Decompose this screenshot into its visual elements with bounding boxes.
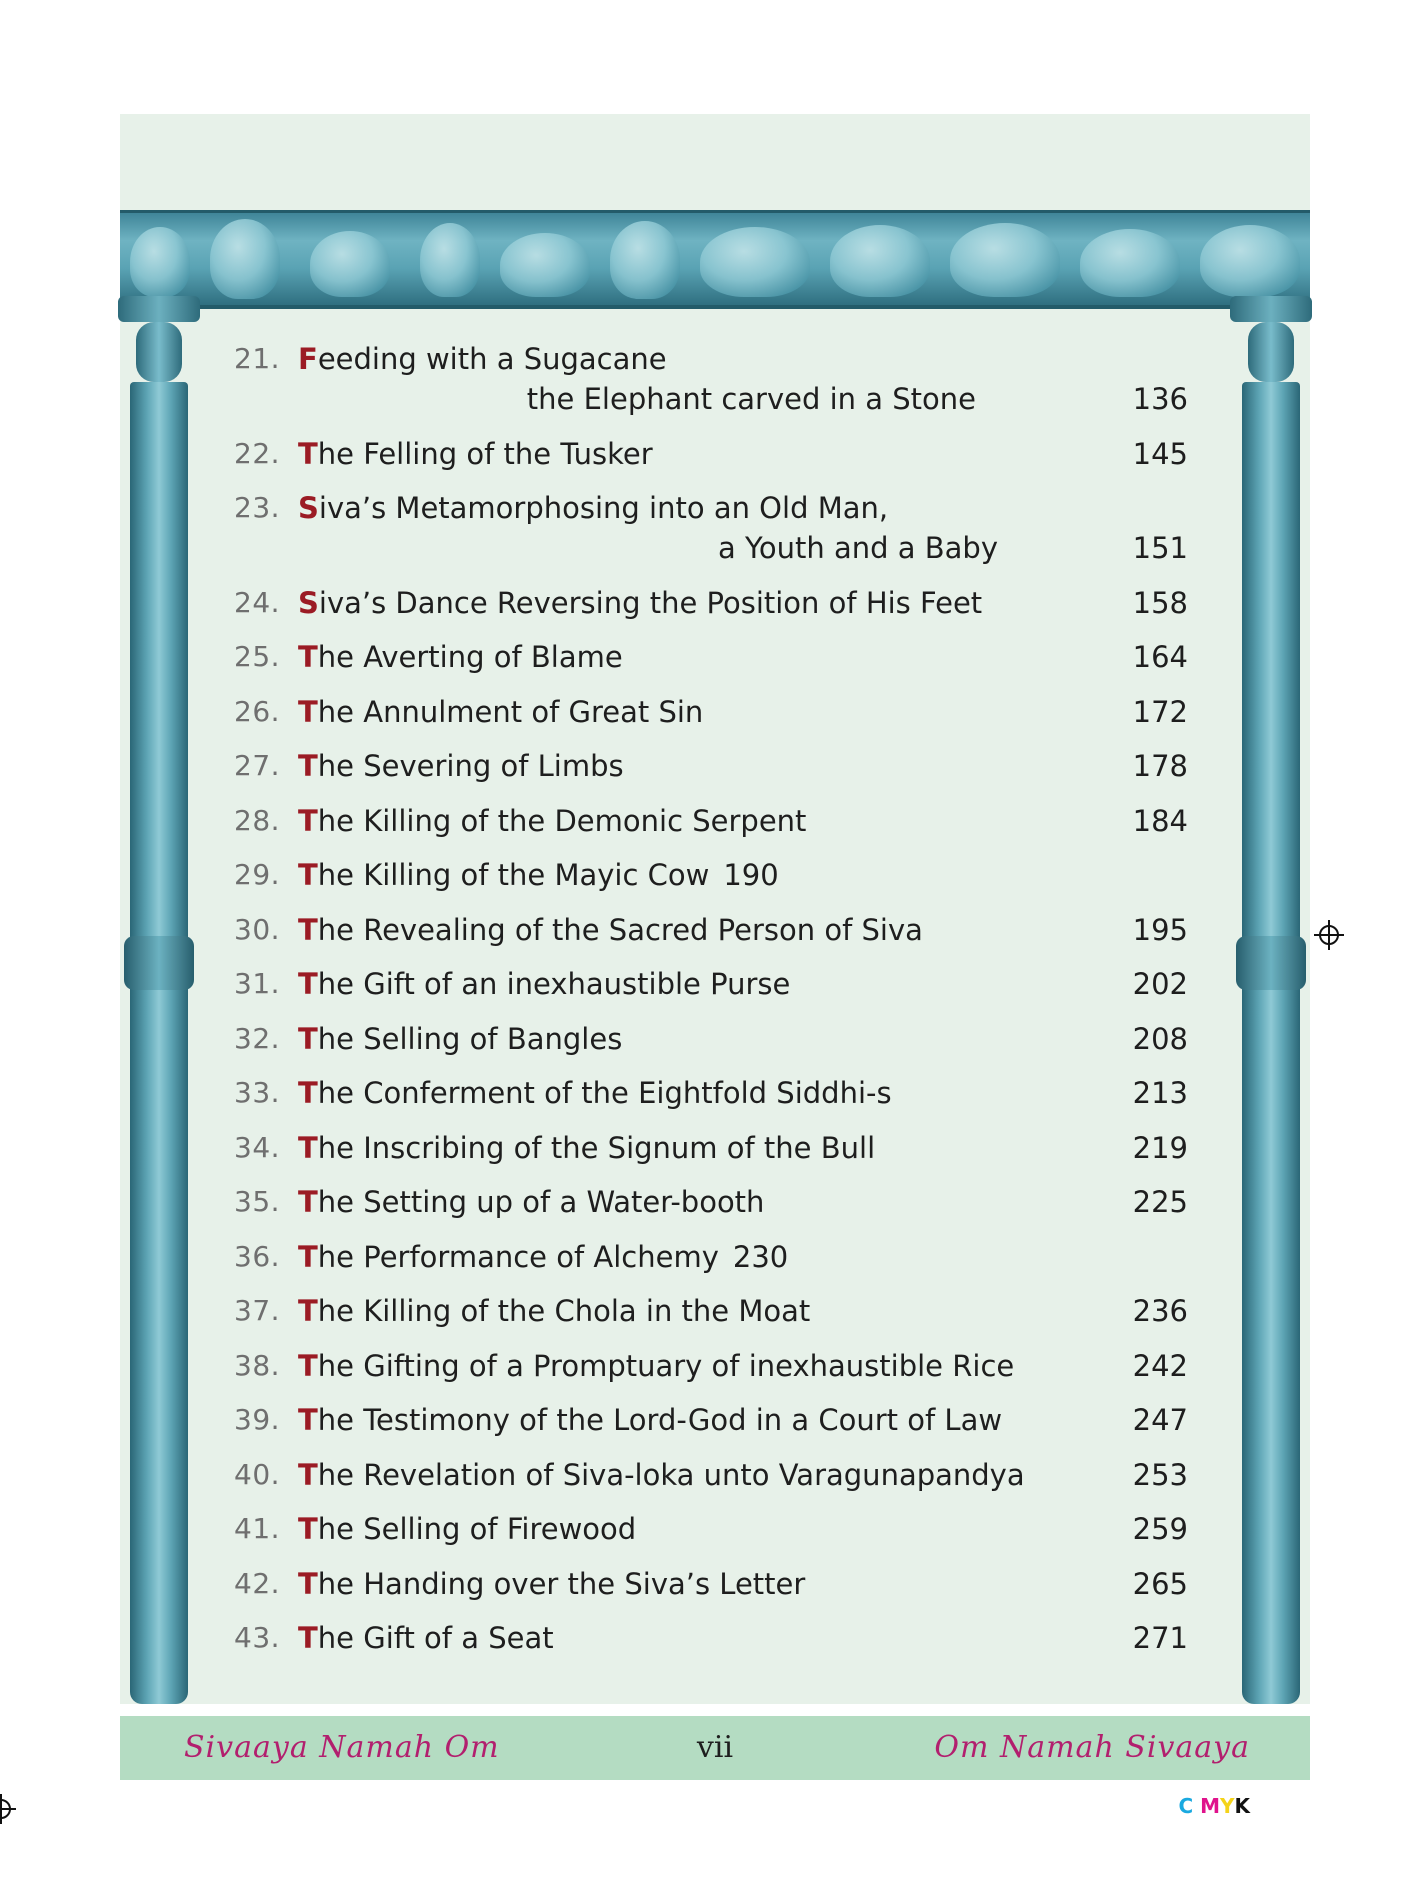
entry-initial: F — [298, 342, 318, 376]
entry-page: 230 — [732, 1239, 789, 1274]
entry-title — [298, 342, 667, 376]
entry-title-rest: iva’s Metamorphosing into an Old Man, — [318, 491, 889, 525]
entry-title — [298, 437, 653, 471]
entry-page: 145 — [1132, 436, 1188, 471]
entry-title — [298, 967, 790, 1001]
entry-title — [298, 1131, 875, 1165]
entry-number: 27. — [234, 749, 281, 782]
entry-initial: T — [298, 1566, 318, 1601]
entry-initial: T — [298, 1130, 318, 1165]
entry-page: 242 — [1132, 1348, 1188, 1383]
entry-title — [298, 640, 623, 674]
entry-number: 30. — [234, 912, 281, 946]
entry-initial: T — [298, 1239, 318, 1274]
entry-page: 259 — [1132, 1512, 1188, 1546]
entry-page: 219 — [1132, 1130, 1188, 1165]
entry-number: 32. — [234, 1021, 281, 1055]
entry-title — [298, 1621, 554, 1655]
entry-title — [298, 1022, 622, 1056]
entry-page: 213 — [1132, 1076, 1188, 1110]
entry-title — [298, 1567, 805, 1601]
entry-number: 34. — [234, 1130, 281, 1164]
entry-page: 265 — [1132, 1566, 1188, 1601]
entry-title-rest: he Killing of the Demonic Serpent — [317, 803, 807, 838]
entry-initial: T — [298, 967, 318, 1001]
entry-title — [298, 491, 888, 525]
entry-title-rest: he Selling of Bangles — [317, 1021, 623, 1056]
entry-page: 202 — [1132, 967, 1188, 1001]
entry-title — [298, 1349, 1014, 1383]
entry-number: 36. — [234, 1239, 281, 1273]
entry-title — [298, 1294, 810, 1328]
entry-title-continued: a Youth and a Baby — [718, 531, 998, 565]
entry-initial: S — [298, 491, 319, 525]
entry-title-rest: eeding with a Sugacane — [317, 342, 667, 376]
entry-title-continued: the Elephant carved in a Stone — [526, 382, 976, 416]
entry-title-rest: he Revealing of the Sacred Person of Siva — [317, 912, 923, 947]
entry-page: 178 — [1132, 749, 1188, 783]
entry-initial: T — [298, 1076, 318, 1110]
entry-initial: T — [298, 1021, 318, 1056]
entry-title-rest: he Severing of Limbs — [317, 749, 624, 783]
entry-title-rest: he Gifting of a Promptuary of inexhaustible Rice — [317, 1348, 1015, 1383]
entry-initial: T — [298, 1294, 318, 1328]
entry-number: 23. — [234, 491, 281, 524]
entry-page: 151 — [1132, 531, 1188, 565]
entry-title-rest: he Inscribing of the Signum of the Bull — [317, 1130, 876, 1165]
entry-title-rest: he Performance of Alchemy — [317, 1239, 719, 1274]
entry-number: 37. — [234, 1294, 281, 1327]
entry-initial: T — [298, 749, 318, 783]
entry-number: 31. — [234, 967, 281, 1000]
entry-number: 26. — [234, 694, 281, 728]
entry-page: 271 — [1132, 1621, 1188, 1655]
entry-title — [298, 586, 982, 620]
entry-title-rest: he Selling of Firewood — [317, 1512, 637, 1546]
entry-title-rest: iva’s Dance Reversing the Position of His Feet — [318, 585, 983, 620]
entry-title-rest: he Killing of the Mayic Cow — [317, 858, 710, 892]
cmyk-c: C — [1178, 1794, 1194, 1818]
entry-title-rest: he Killing of the Chola in the Moat — [317, 1294, 811, 1328]
entry-page: 190 — [723, 858, 779, 892]
entry-initial: T — [298, 1457, 318, 1492]
entry-title — [298, 695, 703, 729]
cmyk-y: Y — [1220, 1794, 1235, 1818]
entry-title — [298, 1185, 764, 1219]
cmyk-color-bar — [1178, 1794, 1250, 1818]
registration-mark-icon — [1314, 920, 1344, 950]
entry-number: 41. — [234, 1512, 281, 1545]
entry-title — [298, 1403, 1002, 1437]
entry-title — [298, 1458, 1025, 1492]
entry-number: 43. — [234, 1621, 281, 1654]
entry-page: 172 — [1132, 694, 1188, 729]
entry-initial: T — [298, 858, 318, 892]
entry-initial: T — [298, 640, 318, 674]
entry-initial: T — [298, 1403, 318, 1437]
cmyk-k: K — [1234, 1794, 1250, 1818]
entry-title — [298, 913, 923, 947]
footer-band — [120, 1716, 1310, 1780]
entry-initial: T — [298, 1348, 318, 1383]
entry-page: 164 — [1132, 640, 1188, 674]
entry-number: 35. — [234, 1185, 281, 1218]
entry-title-rest: he Felling of the Tusker — [317, 436, 653, 471]
entry-title — [298, 858, 779, 892]
entry-page: 253 — [1132, 1457, 1188, 1492]
entry-page: 136 — [1132, 382, 1188, 416]
entry-number: 22. — [234, 436, 281, 470]
entry-title-rest: he Gift of a Seat — [317, 1621, 554, 1655]
entry-title — [298, 1512, 636, 1546]
entry-title-rest: he Gift of an inexhaustible Purse — [317, 967, 791, 1001]
entry-title-rest: he Annulment of Great Sin — [317, 694, 704, 729]
entry-title — [298, 1240, 788, 1274]
entry-number: 40. — [234, 1457, 281, 1491]
entry-title — [298, 1076, 892, 1110]
entry-initial: T — [298, 1621, 318, 1655]
entry-page: 225 — [1132, 1185, 1188, 1219]
footer-right-text: Om Namah Sivaaya — [934, 1730, 1250, 1765]
entry-title-rest: he Setting up of a Water-booth — [317, 1185, 765, 1219]
entry-title-rest: he Testimony of the Lord-God in a Court of Law — [317, 1403, 1003, 1437]
entry-number: 29. — [234, 858, 281, 891]
entry-page: 236 — [1132, 1294, 1188, 1328]
entry-page: 195 — [1132, 912, 1188, 947]
registration-mark-icon — [0, 1794, 16, 1824]
entry-initial: T — [298, 694, 318, 729]
cmyk-m: M — [1200, 1794, 1221, 1818]
entry-title-rest: he Revelation of Siva-loka unto Varagunapandya — [317, 1457, 1025, 1492]
page-number: vii — [696, 1730, 734, 1765]
entry-title — [298, 749, 624, 783]
entry-title-rest: he Handing over the Siva’s Letter — [317, 1566, 806, 1601]
footer-left-text: Sivaaya Namah Om — [184, 1730, 500, 1765]
entry-title-rest: he Averting of Blame — [317, 640, 623, 674]
entry-page: 208 — [1132, 1021, 1188, 1056]
entry-initial: T — [298, 1512, 318, 1546]
entry-title-rest: he Conferment of the Eightfold Siddhi-s — [317, 1076, 892, 1110]
entry-number: 28. — [234, 803, 281, 837]
entry-number: 21. — [234, 342, 281, 375]
entry-page: 184 — [1132, 803, 1188, 838]
entry-number: 33. — [234, 1076, 281, 1109]
entry-title — [298, 804, 806, 838]
entry-number: 25. — [234, 640, 281, 673]
entry-initial: T — [298, 1185, 318, 1219]
entry-page: 247 — [1132, 1403, 1188, 1437]
entry-page: 158 — [1132, 585, 1188, 620]
entry-number: 38. — [234, 1348, 281, 1382]
entry-initial: S — [298, 585, 319, 620]
entry-initial: T — [298, 803, 318, 838]
entry-initial: T — [298, 436, 318, 471]
entry-initial: T — [298, 912, 318, 947]
entry-number: 42. — [234, 1566, 281, 1600]
entry-number: 39. — [234, 1403, 281, 1436]
entry-number: 24. — [234, 585, 281, 619]
